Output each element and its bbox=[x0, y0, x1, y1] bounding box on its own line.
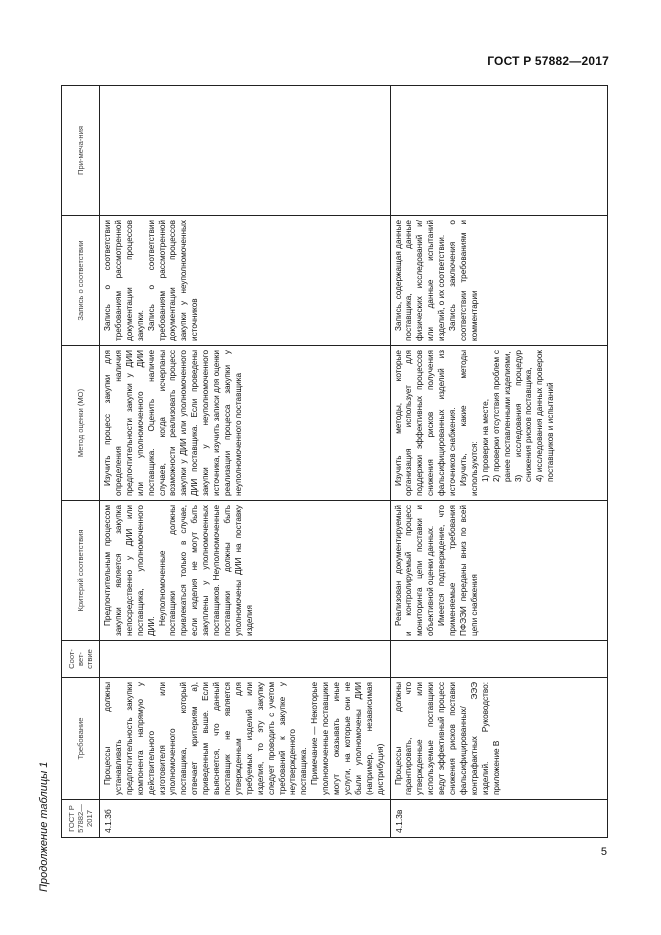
method-text: Изучить, какие методы используются: bbox=[459, 350, 479, 496]
document-code-header: ГОСТ Р 57882—2017 bbox=[487, 54, 609, 68]
col-header-record: Запись о соответствии bbox=[62, 216, 100, 346]
table-row bbox=[390, 86, 607, 838]
row-requirement bbox=[390, 678, 607, 800]
requirement-note: Примечание — Некоторые уполномоченные поставщики могут оказывать иные услуги, на которые они не были уполномочены ДИИ (например, независимая дистрибуция) bbox=[310, 682, 385, 795]
col-header-requirement: Требование bbox=[62, 678, 100, 800]
method-list-item: 4) исследования данных проверок поставщиков и испытаний bbox=[535, 350, 556, 482]
record-text: Запись о соответствии требованиям рассмотренной документации процессов закупки. bbox=[103, 220, 145, 341]
col-header-compliance: Соот-вет-ствие bbox=[62, 641, 100, 678]
row-criteria bbox=[390, 501, 607, 641]
record-text: Запись, содержащая данные поставщика, данные физических исследований и/или данные испытаний изделий, о их соответствии. bbox=[393, 220, 447, 341]
col-header-notes: При-меча-ния bbox=[62, 86, 100, 216]
row-record bbox=[100, 216, 391, 346]
criteria-text: Имеется подтверждение, что применяемые требования ПФЭЭИ переданы вниз по всей цепи снабжения bbox=[437, 505, 479, 636]
requirement-text: Процессы должны устанавливать предпочтительность закупки компонента напрямую у действительного изготовителя или уполномоченного поставщика, который отвечает критериям а), приведенным выше. Если выясняется, что данный поставщик не является утвержденным для требуемых изделий или изделия, то эту закупку следует проводить с учетом требований к закупке у неутвержденного поставщика. bbox=[103, 682, 309, 795]
table-continuation-caption: Продолжение таблицы 1 bbox=[38, 761, 50, 892]
rotated-table-wrapper bbox=[61, 86, 608, 838]
criteria-text: Реализован документируемый и контролируемый процесс мониторинга цепи поставки и объективной оценки данных. bbox=[393, 505, 436, 636]
record-text: Запись о соответствии требованиям рассмотренной документации процессов закупки у неуполномоченных источников bbox=[146, 220, 200, 341]
criteria-text: Неуполномоченные поставщики должны привлекаться только в случае, если изделия не могут быть закуплены у уполномоченных поставщиков. Неуполномоченные поставщики должны быть уполномочены ДИИ на поставку изделия bbox=[157, 505, 254, 636]
row-notes bbox=[390, 86, 607, 216]
criteria-text: Предпочтительным процессом закупки является закупка непосредственно у ДИИ или поставщика, уполномоченного ДИИ. bbox=[103, 505, 156, 636]
table-header-row bbox=[62, 86, 100, 838]
method-text: Изучить процесс закупки для определения наличия предпочтительности закупки у ДИИ или уполномоченного ДИИ поставщика. Оценить наличие случаев, когда исчерпаны возможности реализовать процесс закупки у ДИИ или уполномоченного ДИИ поставщика. Если проведены закупки у неуполномоченного источника, изучить записи для оценки реализации процесса закупки у неуполномоченного поставщика bbox=[103, 350, 243, 496]
record-text: Запись заключения о соответствии требованиям и комментарии bbox=[448, 220, 479, 341]
row-clause-id: 4.1.3в bbox=[390, 800, 607, 838]
requirement-text: Процессы должны гарантировать, что утвержденные или используемые поставщики ведут эффективный процесс снижения рисков поставки фальсифицированных/контрафактных ЭЭЭ изделий. Руководство: приложение В bbox=[393, 682, 501, 795]
row-compliance bbox=[100, 641, 391, 678]
method-list-item: 2) проверки отсутствия проблем с ранее поставленными изделиями, bbox=[491, 350, 512, 482]
method-list-item: 1) проверки на месте, bbox=[480, 398, 490, 482]
row-method bbox=[390, 346, 607, 501]
row-record bbox=[390, 216, 607, 346]
col-header-method: Метод оценки (МО) bbox=[62, 346, 100, 501]
row-notes bbox=[100, 86, 391, 216]
col-header-criteria: Критерий соответствия bbox=[62, 501, 100, 641]
page-number: 5 bbox=[600, 846, 607, 858]
row-clause-id: 4.1.3б bbox=[100, 800, 391, 838]
row-requirement bbox=[100, 678, 391, 800]
col-header-standard: ГОСТ Р 57882—2017 bbox=[62, 800, 100, 838]
requirements-table bbox=[61, 85, 608, 838]
method-list-item: 3) исследования процедур снижения рисков поставщика, bbox=[513, 350, 534, 482]
row-criteria bbox=[100, 501, 391, 641]
table-row bbox=[100, 86, 391, 838]
row-method bbox=[100, 346, 391, 501]
method-text: Изучить методы, которые организация использует для поддержки эффективных процессов снижения рисков получения фальсифицированных изделий из источников снабжения. bbox=[393, 350, 458, 496]
row-compliance bbox=[390, 641, 607, 678]
